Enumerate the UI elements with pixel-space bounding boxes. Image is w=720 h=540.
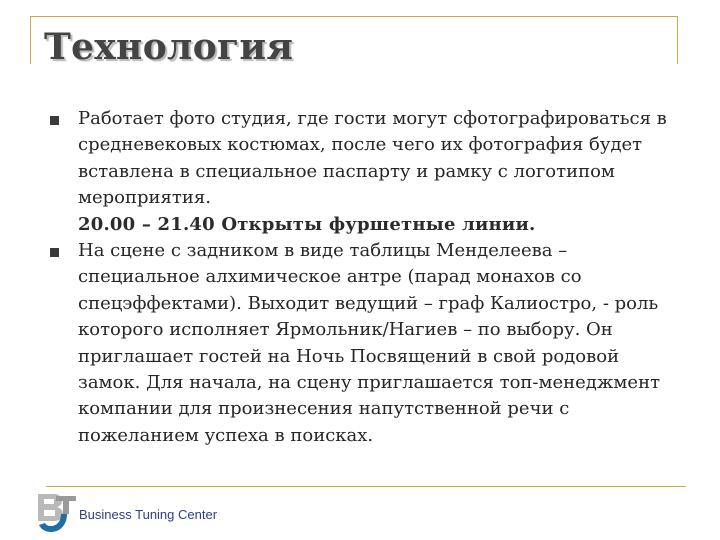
brand-name: Business Tuning Center bbox=[79, 507, 218, 522]
bullet-item-photo-studio bbox=[50, 106, 670, 238]
bullet-text: Работает фото студия, где гости могут сфотографироваться в средневековых костюмах, после чего их фотография будет вставлена в специальное паспарту и рамку с логотипом мероприятия. bbox=[78, 108, 667, 209]
slide-title: Технология bbox=[44, 26, 294, 68]
square-bullet-icon bbox=[50, 248, 59, 257]
bullet-item-stage-show bbox=[50, 238, 670, 449]
bullet-text: На сцене с задником в виде таблицы Менделеева – специальное алхимическое антре (парад монахов со спецэффектами). Выходит ведущий – граф Калиостро, - роль которого исполняет Ярмольник/Нагиев – по выбору. Он приглашает гостей на Ночь Посвящений в свой родовой замок. Для начала, на сцену приглашается топ-менеджмент компании для произнесения напутственной речи с пожеланием успеха в поисках. bbox=[78, 240, 661, 446]
schedule-highlight: 20.00 – 21.40 Открыты фуршетные линии. bbox=[78, 213, 536, 235]
btc-logo-icon bbox=[36, 492, 78, 534]
square-bullet-icon bbox=[50, 116, 59, 125]
slide-content bbox=[50, 106, 670, 449]
footer-divider bbox=[46, 486, 686, 487]
